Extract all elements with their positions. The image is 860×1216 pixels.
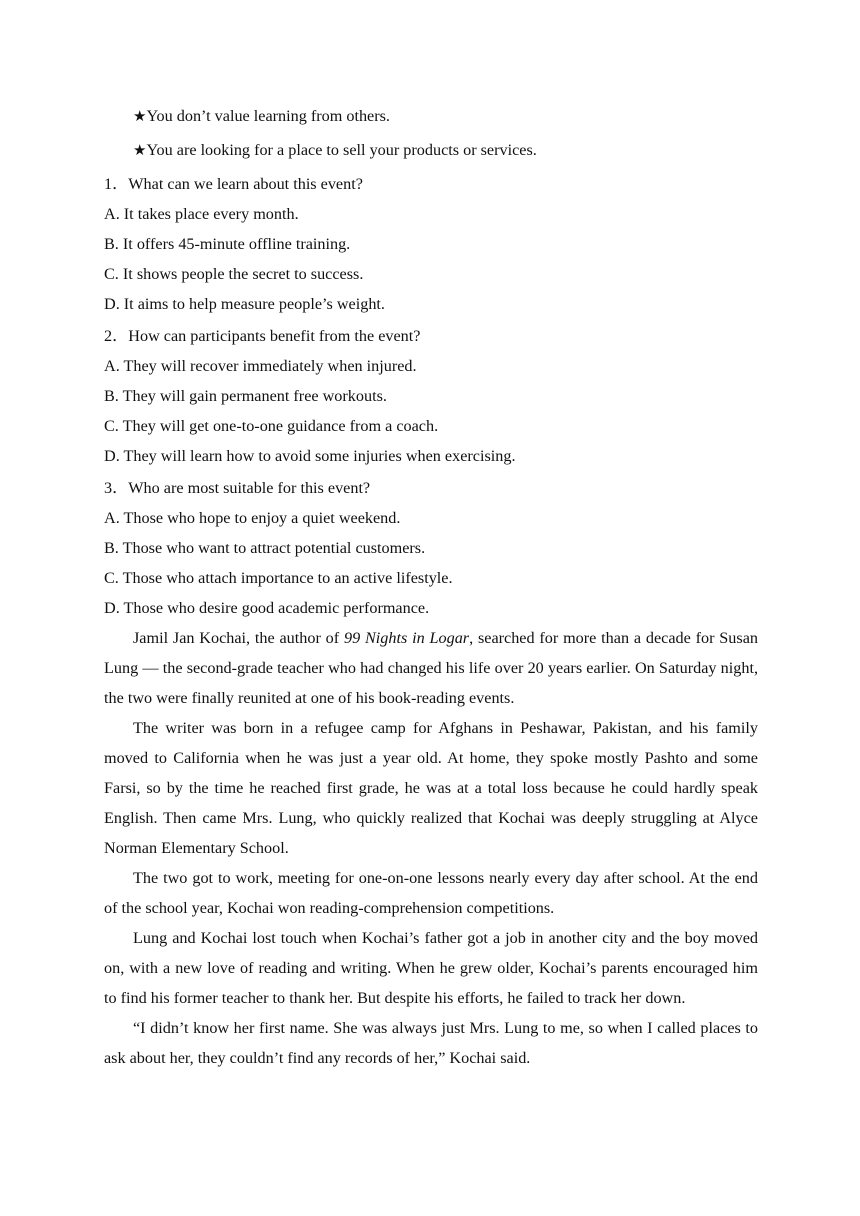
option-a: A. It takes place every month. — [104, 205, 299, 223]
question-number: 3． — [104, 479, 129, 497]
question-stem — [104, 321, 758, 351]
option-b: B. It offers 45-minute offline training. — [104, 235, 351, 253]
document-body — [104, 101, 758, 1073]
passage-paragraph: “I didn’t know her first name. She was always just Mrs. Lung to me, so when I called places to ask about her, they couldn’t find any records of her,” Kochai said. — [104, 1019, 758, 1067]
option-c: C. It shows people the secret to success. — [104, 265, 364, 283]
option-b: B. Those who want to attract potential customers. — [104, 539, 426, 557]
option-d: D. They will learn how to avoid some injuries when exercising. — [104, 447, 516, 465]
question-stem — [104, 473, 758, 503]
question-block — [104, 169, 758, 319]
option-d: D. Those who desire good academic performance. — [104, 599, 430, 617]
bullet-item — [104, 101, 758, 131]
passage-paragraph: The writer was born in a refugee camp for Afghans in Peshawar, Pakistan, and his family moved to California when he was just a year old. At home, they spoke mostly Pashto and some Farsi, so by the time he reached first grade, he was at a total loss because he could hardly speak English. Then came Mrs. Lung, who quickly realized that Kochai was deeply struggling at Alyce Norman Elementary School. — [104, 719, 758, 857]
option-c: C. Those who attach importance to an active lifestyle. — [104, 569, 453, 587]
option-a: A. They will recover immediately when injured. — [104, 357, 417, 375]
question-number: 2． — [104, 327, 129, 345]
passage-paragraph: The two got to work, meeting for one-on-one lessons nearly every day after school. At the end of the school year, Kochai won reading-comprehension competitions. — [104, 869, 758, 917]
passage-paragraph: Lung and Kochai lost touch when Kochai’s father got a job in another city and the boy moved on, with a new love of reading and writing. When he grew older, Kochai’s parents encouraged him to find his former teacher to thank her. But despite his efforts, he failed to track her down. — [104, 929, 758, 1007]
star-icon: ★ — [133, 107, 147, 125]
option-b: B. They will gain permanent free workouts. — [104, 387, 387, 405]
question-block — [104, 321, 758, 471]
question-text: How can participants benefit from the event? — [128, 327, 421, 345]
bullet-text: You don’t value learning from others. — [146, 107, 390, 125]
passage-paragraph: Jamil Jan Kochai, the author of 99 Nights in Logar, searched for more than a decade for Susan Lung — the second-grade teacher who had changed his life over 20 years earlier. On Saturday night, the two were finally reunited at one of his book-reading events. — [104, 629, 758, 707]
option-c: C. They will get one-to-one guidance from a coach. — [104, 417, 439, 435]
book-title: 99 Nights in Logar — [343, 629, 470, 647]
bullet-item — [104, 135, 758, 165]
question-number: 1． — [104, 175, 129, 193]
question-stem — [104, 169, 758, 199]
question-text: Who are most suitable for this event? — [128, 479, 371, 497]
bullet-text: You are looking for a place to sell your products or services. — [146, 141, 537, 159]
option-a: A. Those who hope to enjoy a quiet weekend. — [104, 509, 401, 527]
star-icon: ★ — [133, 141, 147, 159]
question-text: What can we learn about this event? — [128, 175, 363, 193]
option-d: D. It aims to help measure people’s weight. — [104, 295, 385, 313]
question-block — [104, 473, 758, 623]
